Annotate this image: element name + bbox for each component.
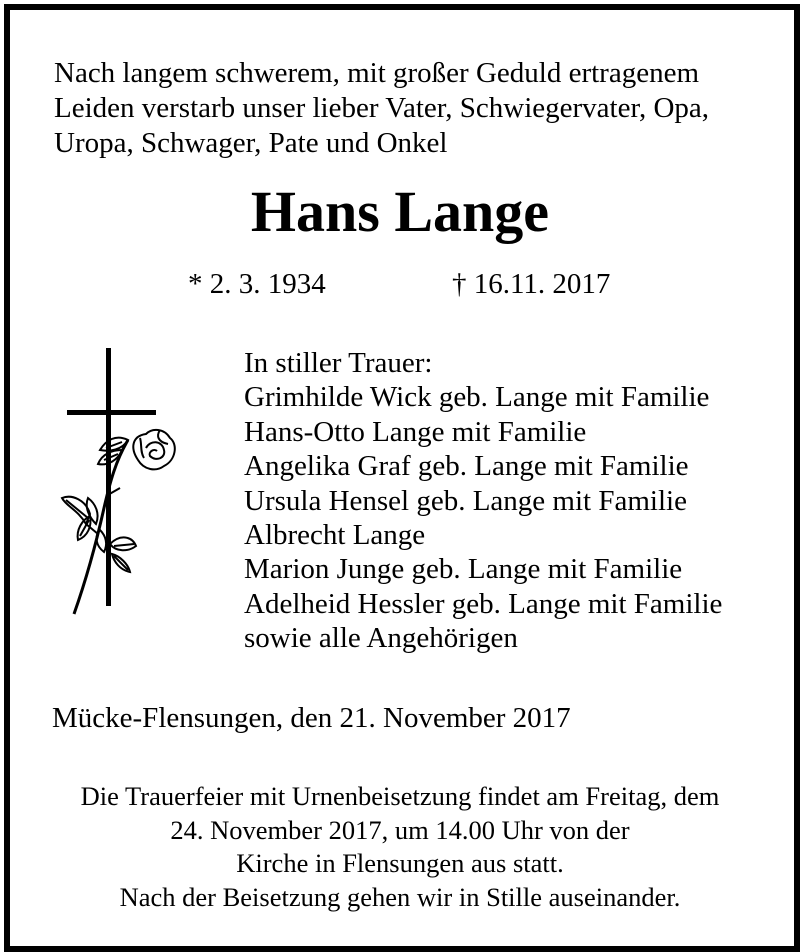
mourner-entry: Ursula Hensel geb. Lange mit Familie: [244, 484, 687, 517]
mourner-entry: Marion Junge geb. Lange mit Familie: [244, 553, 683, 586]
mourner-entry: Angelika Graf geb. Lange mit Familie: [244, 450, 689, 483]
mourner-entry: Albrecht Lange: [244, 519, 426, 552]
birth-date: * 2. 3. 1934: [188, 268, 326, 300]
intro-line: Nach langem schwerem, mit großer Geduld ertragenem: [54, 57, 699, 89]
cross-with-rose-icon: [60, 348, 190, 623]
mourner-entry: Grimhilde Wick geb. Lange mit Familie: [244, 381, 710, 414]
place-and-date: Mücke-Flensungen, den 21. November 2017: [52, 702, 571, 734]
mourner-entry: Adelheid Hessler geb. Lange mit Familie: [244, 587, 723, 620]
mourner-entry: sowie alle Angehörigen: [244, 622, 518, 655]
intro-line: Leiden verstarb unser lieber Vater, Schwiegervater, Opa,: [54, 92, 710, 124]
intro-text: [54, 56, 774, 161]
mourners-list: [244, 346, 722, 656]
mourner-entry: Hans-Otto Lange mit Familie: [244, 415, 587, 448]
funeral-line: Die Trauerfeier mit Urnenbeisetzung findet am Freitag, dem: [80, 781, 720, 811]
funeral-line: 24. November 2017, um 14.00 Uhr von der: [170, 814, 630, 845]
intro-line: Uropa, Schwager, Pate und Onkel: [54, 127, 448, 159]
funeral-line: Nach der Beisetzung gehen wir in Stille auseinander.: [119, 881, 681, 912]
deceased-name: Hans Lange: [250, 179, 550, 244]
funeral-info: [0, 780, 800, 914]
funeral-line: Kirche in Flensungen aus statt.: [236, 848, 564, 878]
mourners-heading: In stiller Trauer:: [244, 347, 433, 379]
death-date: † 16.11. 2017: [452, 268, 611, 300]
